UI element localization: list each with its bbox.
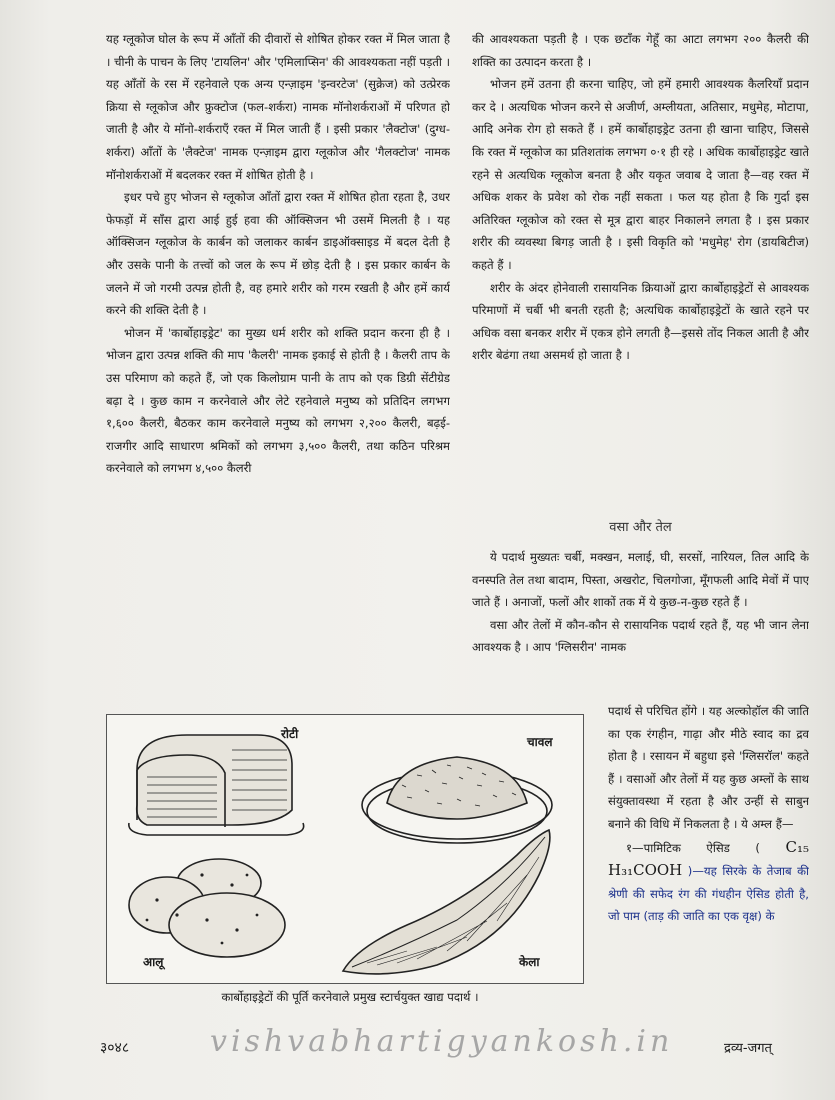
paragraph: भोजन हमें उतना ही करना चाहिए, जो हमें हमारी आवश्यक कैलरियाँ प्रदान कर दे । अत्यधिक भोजन करने से अजीर्ण, अम्लीयता, अतिसार, मधुमेह, मोटापा, आदि अनेक रोग हो सकते हैं । हमें कार्बोहाइड्रेट उतना ही खाना चाहिए, जिससे कि रक्त में ग्लूकोज का प्रतिशतांक लगभग ०·१ ही रहे । अधिक कार्बोहाइड्रेट खाते रहने से अत्यधिक ग्लूकोज बनता है और यकृत जवाब दे जाता है—वह रक्त में अधिक शकर के प्रवेश को रोक नहीं सकता । फल यह होता है कि गुर्दा इस अतिरिक्त ग्लूकोज को रक्त से मूत्र द्वारा बाहर निकालने लगता है । इस प्रकार शरीर की व्यवस्था बिगड़ जाती है । इसी विकृति को 'मधुमेह' रोग (डायबिटीज) कहते हैं । <box>472 77 809 272</box>
paragraph: वसा और तेलों में कौन-कौन से रासायनिक पदार्थ रहते हैं, यह भी जान लेना आवश्यक है । आप 'ग्लिसरीन' नामक <box>472 617 809 655</box>
acid-item-description: )—यह सिरके के तेजाब की श्रेणी की सफेद रंग की गंधहीन ऐसिड होती है, जो पाम (ताड़ की जाति का एक वृक्ष) के <box>608 864 809 924</box>
paragraph: शरीर के अंदर होनेवाली रासायनिक क्रियाओं द्वारा कार्बोहाइड्रेटों से आवश्यक परिमाणों में चर्बी भी बनती रहती है; अत्यधिक कार्बोहाइड्रेटों के खाते रहने पर अधिक वसा बनकर शरीर में एकत्र होने लगती है—इससे तोंद निकल आती है और शरीर बेढंगा तथा असमर्थ हो जाता है । <box>472 280 809 363</box>
figure-caption: कार्बोहाइड्रेटों की पूर्ति करनेवाले प्रमुख स्टार्चयुक्त खाद्य पदार्थ । <box>221 990 479 1004</box>
formula-carbon: C₁₅ <box>785 837 809 856</box>
food-illustration <box>106 714 584 984</box>
page-number: ३०४८ <box>100 1040 130 1056</box>
right-text-column-lower <box>472 546 809 696</box>
paragraph: यह ग्लूकोज घोल के रूप में आँतों की दीवारों से शोषित होकर रक्त में मिल जाता है । चीनी के पाचन के लिए 'टायलिन' और 'एमिलाप्सिन' की आवश्यकता नहीं पड़ती । यह आँतों के रस में रहनेवाले एक अन्य एन्ज़ाइम 'इन्वरटेज' (सुक्रेज) को उत्प्रेरक क्रिया से ग्लूकोज और फ्रुक्टोज (फल-शर्करा) नामक मॉनोशर्कराओं में परिणत हो जाती है और ये मॉनो-शर्कराएँ रक्त में मिल जाती हैं । इसी प्रकार 'लैक्टोज' (दुग्ध-शर्करा) आँतों के 'लैक्टेज' नामक एन्ज़ाइम द्वारा ग्लूकोज और 'गैलक्टोज' नामक मॉनोशर्कराओं में बदलकर रक्त में शोषित होती है । <box>106 32 450 182</box>
food-drawing <box>107 715 583 983</box>
paragraph: की आवश्यकता पड़ती है । एक छटाँक गेहूँ का आटा लगभग २०० कैलरी की शक्ति का उत्पादन करता है । <box>472 32 809 69</box>
rice-drawing <box>362 757 552 843</box>
label-chawal: चावल <box>527 735 553 749</box>
paragraph: ये पदार्थ मुख्यतः चर्बी, मक्खन, मलाई, घी, सरसों, नारियल, तिल आदि के वनस्पति तेल तथा बादाम, पिस्ता, अखरोट, चिलगोजा, मूँगफली आदि मेवों में पाए जाते हैं । अनाजों, फलों और शाकों तक में ये कुछ-न-कुछ रहते हैं । <box>472 550 809 610</box>
formula-hydrogen: H₃₁COOH <box>608 861 683 880</box>
watermark: vishvabhartigyankosh.in <box>210 1024 674 1059</box>
label-roti: रोटी <box>281 727 299 741</box>
right-text-column <box>472 28 809 508</box>
section-heading: वसा और तेल <box>609 520 672 535</box>
paragraph: इधर पचे हुए भोजन से ग्लूकोज आँतों द्वारा रक्त में शोषित होता रहता है, उधर फेफड़ों में साँस द्वारा आई हुई हवा की ऑक्सिजन भी उसमें मिलती है । यह ऑक्सिजन ग्लूकोज के कार्बन को जलाकर कार्बन डाइऑक्साइड में बदल देती है और उसके पानी के तत्त्वों को जल के रूप में छोड़ देती है । इस प्रकार कार्बन के जलने में जो गरमी उत्पन्न होती है, वह हमारे शरीर को गरम रखती है और हमें कार्य करने की शक्ति देती है । <box>106 190 450 318</box>
running-title: द्रव्य-जगत् <box>724 1041 772 1056</box>
label-kela: केला <box>519 955 540 969</box>
acid-list-item <box>608 836 809 928</box>
potato-drawing <box>129 859 285 957</box>
left-text-column <box>106 28 450 700</box>
acid-item-prefix: १—पामिटिक ऐसिड ( <box>626 840 760 855</box>
label-aloo: आलू <box>143 955 164 969</box>
paragraph: भोजन में 'कार्बोहाइड्रेट' का मुख्य धर्म शरीर को शक्ति प्रदान करना ही है । भोजन द्वारा उत्पन्न शक्ति की माप 'कैलरी' नामक इकाई से होती है । कैलरी ताप के उस परिमाण को कहते हैं, जो एक किलोग्राम पानी के ताप को एक डिग्री सेंटीग्रेड बढ़ा दे । कुछ काम न करनेवाले और लेटे रहनेवाले मनुष्य को प्रतिदिन लगभग १,६०० कैलरी, बैठकर काम करनेवाले मनुष्य को लगभग २,२०० कैलरी, बढ़ई-राजगीर आदि साधारण श्रमिकों को लगभग ३,५०० कैलरी, तथा कठिन परिश्रम करनेवाले को लगभग ४,५०० कैलरी <box>106 325 450 476</box>
right-text-column-wrap <box>608 700 809 1022</box>
paragraph: पदार्थ से परिचित होंगे । यह अल्कोहॉल की जाति का एक रंगहीन, गाढ़ा और मीठे स्वाद का द्रव होता है । रसायन में बहुधा इसे 'ग्लिसरॉल' कहते हैं । वसाओं और तेलों में यह कुछ अम्लों के साथ संयुक्तावस्था में रहता है और उन्हीं से साबुन बनाने की विधि में निकलता है । ये अम्ल हैं— <box>608 704 809 831</box>
bread-drawing <box>129 735 304 835</box>
